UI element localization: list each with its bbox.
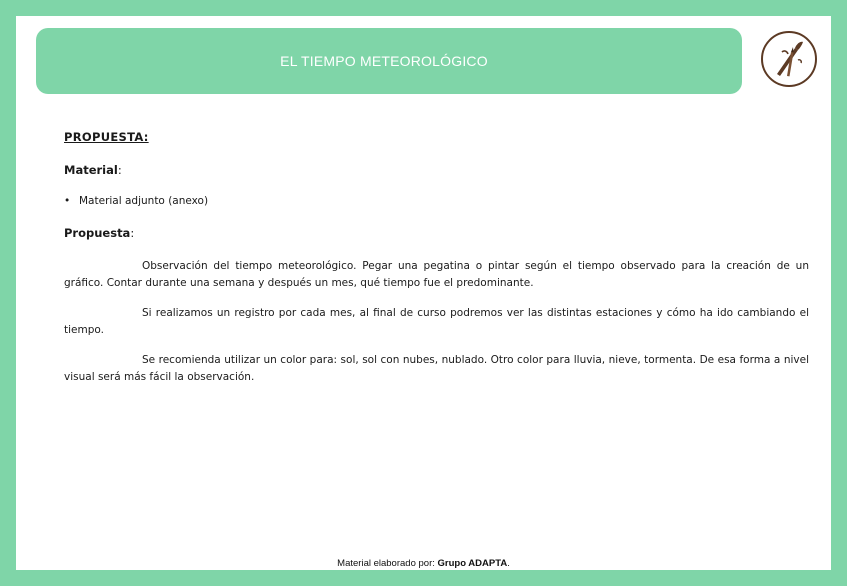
paragraph: Observación del tiempo meteorológico. Pegar una pegatina o pintar según el tiempo observado para la creación de un gráfico. Contar durante una semana y después un mes, qué tiempo fue el predominante. xyxy=(64,260,809,289)
material-list xyxy=(64,195,809,207)
logo-icon xyxy=(760,30,818,88)
page xyxy=(16,16,831,570)
page-title: EL TIEMPO METEOROLÓGICO xyxy=(280,53,488,69)
list-item: • Material adjunto (anexo) xyxy=(64,195,809,207)
propuesta-suffix: : xyxy=(130,226,135,240)
title-banner xyxy=(36,28,742,94)
material-heading xyxy=(64,163,809,177)
material-suffix: : xyxy=(117,163,122,177)
footer-prefix: Material elaborado por: xyxy=(337,558,438,569)
footer-group: Grupo ADAPTA xyxy=(437,558,508,569)
section-heading: PROPUESTA: xyxy=(64,130,149,144)
propuesta-heading xyxy=(64,226,809,240)
content xyxy=(64,130,809,399)
footer-credit xyxy=(16,558,831,569)
material-label: Material xyxy=(64,163,118,177)
paragraph: Se recomienda utilizar un color para: sol, sol con nubes, nublado. Otro color para lluvia, nieve, tormenta. De esa forma a nivel visual será más fácil la observación. xyxy=(64,354,809,383)
propuesta-label: Propuesta xyxy=(64,226,131,240)
paragraph: Si realizamos un registro por cada mes, al final de curso podremos ver las distintas estaciones y cómo ha ido cambiando el tiempo. xyxy=(64,307,809,336)
footer-suffix: . xyxy=(507,558,510,569)
